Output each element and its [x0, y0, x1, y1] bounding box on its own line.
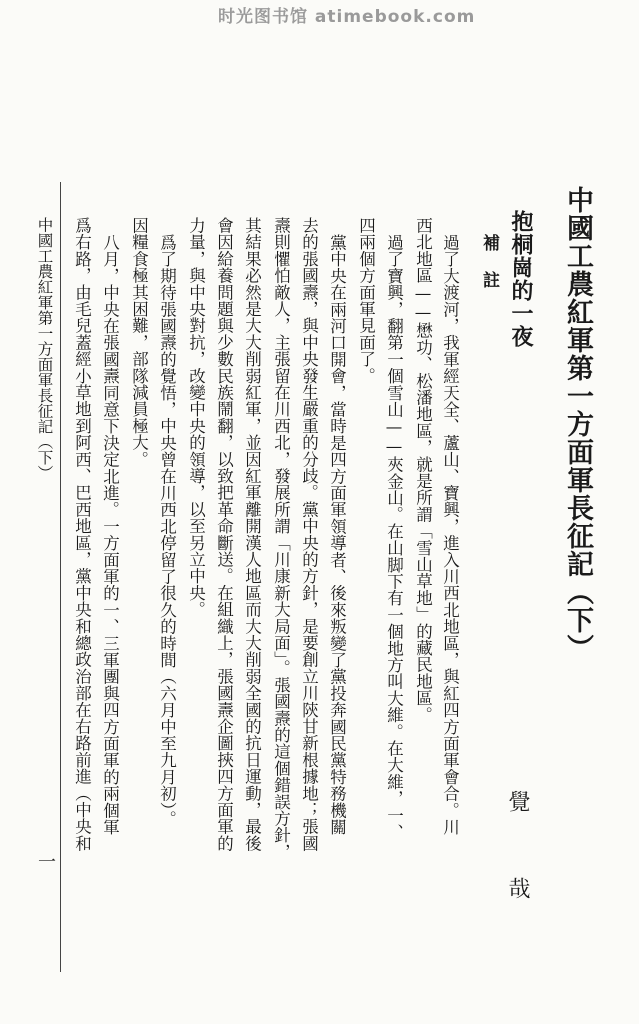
section-heading: 補 註: [479, 234, 499, 288]
watermark: 时光图书馆 atimebook.com: [218, 7, 476, 27]
chapter-subtitle: 抱桐崗的一夜: [508, 210, 534, 348]
body-column: 八月，中央在張國燾同意下決定北進。一方面軍的一、三軍團與四方面軍的兩個軍: [100, 234, 120, 836]
body-column: 因糧食極其困難，部隊減員極大。: [129, 217, 149, 468]
body-column: 爲右路，由毛兒蓋經小草地到阿西、巴西地區，黨中央和總政治部在右路前進（中央和: [72, 217, 92, 852]
author: 覺 哉: [505, 790, 530, 919]
body-column: 其結果必然是大大削弱紅軍，並因紅軍離開漢人地區而大大削弱全國的抗日運動，最後: [242, 217, 262, 852]
body-column: 力量，與中央對抗，改變中央的領導，以至另立中央。: [186, 217, 206, 618]
body-column: 燾則懼怕敵人，主張留在川西北，發展所謂「川康新大局面」。張國燾的這個錯誤方針，: [271, 217, 291, 861]
body-column: 去的張國燾，與中央發生嚴重的分歧。黨中央的方針，是要創立川陝甘新根據地；張國: [299, 217, 319, 852]
body-column: 會因給養問題與少數民族鬧翻，以致把革命斷送。在組織上，張國燾企圖挾四方面軍的: [214, 217, 234, 852]
body-column: 四兩個方面軍見面了。: [356, 217, 376, 384]
body-column: 過了大渡河，我軍經天全、蘆山、寶興，進入川西北地區，與紅四方面軍會合。川: [440, 234, 460, 836]
body-column: 黨中央在兩河口開會，當時是四方面軍領導者、後來叛變了黨投奔國民黨特務機關: [327, 234, 347, 836]
running-header: 中國工農紅軍第一方面軍長征記（下）: [35, 217, 54, 481]
body-column: 過了寶興，翻第一個雪山——夾金山。在山脚下有一個地方叫大維。在大維，一、: [384, 234, 404, 841]
page-title: 中國工農紅軍第一方面軍長征記（下）: [562, 186, 593, 662]
body-column: 西北地區——懋功、松潘地區，就是所謂「雪山草地」的藏民地區。: [413, 217, 433, 723]
body-column: 爲了期待張國燾的覺悟，中央曾在川西北停留了很久的時間（六月中至九月初）。: [157, 234, 177, 827]
page-rule: [60, 182, 61, 972]
page-number: 一: [35, 852, 56, 870]
